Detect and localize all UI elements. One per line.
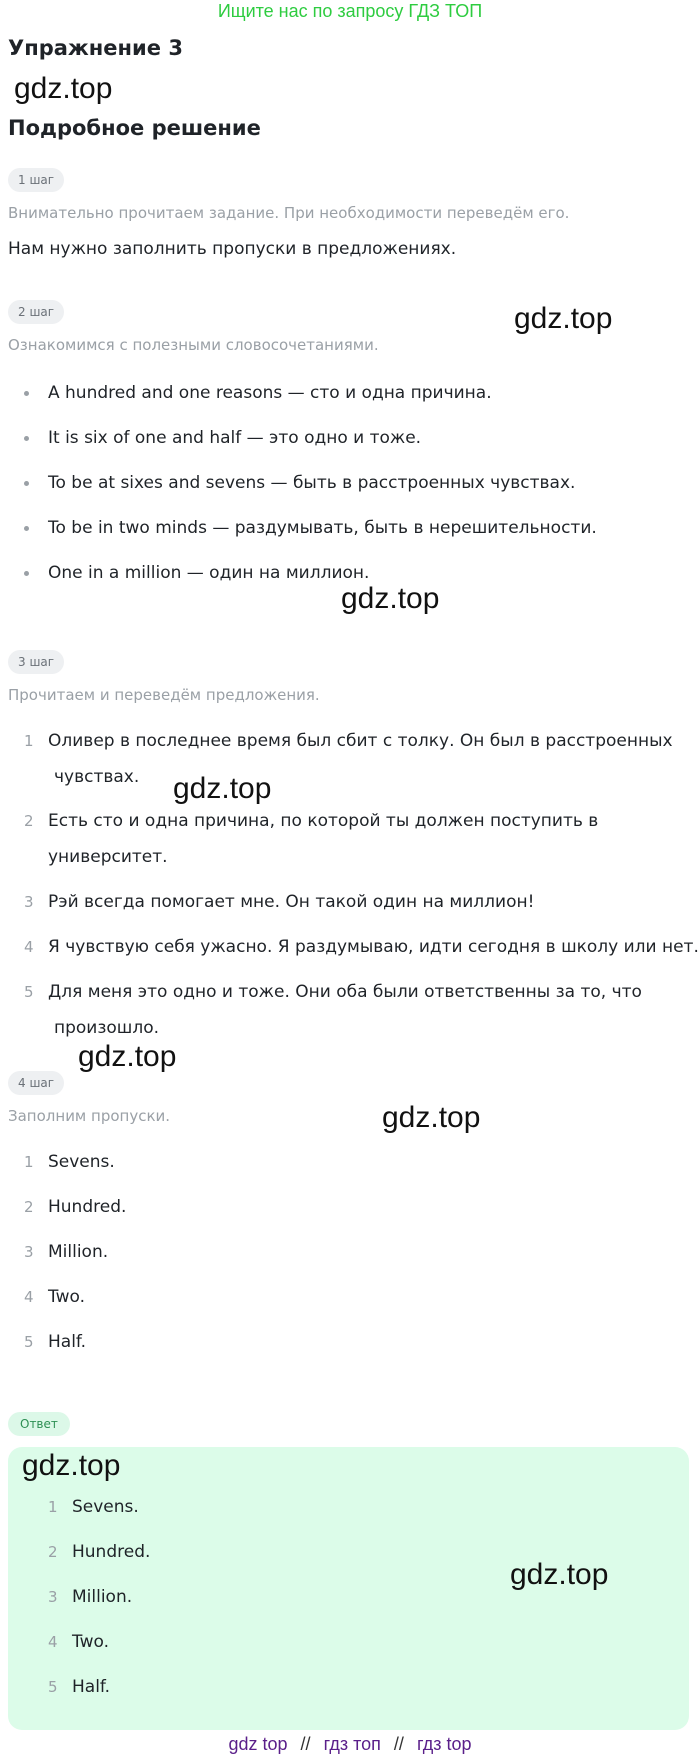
item-number: 1 bbox=[24, 732, 34, 750]
list-item bbox=[24, 723, 700, 795]
list-item bbox=[24, 884, 700, 920]
item-text: Оливер в последнее время был сбит с толку. Он был в расстроенных bbox=[48, 731, 673, 751]
watermark-text: gdz.top bbox=[78, 1040, 177, 1073]
item-text: Есть сто и одна причина, по которой ты должен поступить в университет. bbox=[48, 811, 599, 867]
list-item bbox=[20, 427, 597, 472]
section-title: Подробное решение bbox=[8, 116, 261, 140]
bullet-icon bbox=[24, 481, 29, 486]
watermark-text: gdz.top bbox=[382, 1101, 481, 1134]
search-banner[interactable]: Ищите нас по запросу ГДЗ ТОП bbox=[217, 1, 483, 21]
list-item bbox=[24, 803, 700, 875]
list-item bbox=[24, 929, 700, 965]
phrase-text: A hundred and one reasons — сто и одна причина. bbox=[48, 383, 492, 403]
watermark-text: gdz.top bbox=[514, 302, 613, 335]
item-text-continuation: произошло. bbox=[54, 1018, 160, 1038]
item-number: 2 bbox=[24, 1198, 34, 1216]
step-text-1: Нам нужно заполнить пропуски в предложениях. bbox=[8, 239, 457, 259]
item-number: 1 bbox=[48, 1498, 58, 1516]
list-item bbox=[20, 472, 597, 517]
item-text: Million. bbox=[48, 1242, 109, 1262]
step-hint-4: Заполним пропуски. bbox=[8, 1107, 171, 1125]
item-text: Sevens. bbox=[72, 1497, 139, 1517]
list-item bbox=[24, 1324, 126, 1369]
item-text: Two. bbox=[48, 1287, 85, 1307]
list-item bbox=[48, 1489, 150, 1534]
phrase-text: To be at sixes and sevens — быть в расстроенных чувствах. bbox=[48, 473, 576, 493]
list-item bbox=[48, 1579, 150, 1624]
item-number: 5 bbox=[48, 1678, 58, 1696]
item-text: Рэй всегда помогает мне. Он такой один на миллион! bbox=[48, 892, 535, 912]
phrase-text: To be in two minds — раздумывать, быть в нерешительности. bbox=[48, 518, 597, 538]
list-item bbox=[24, 1144, 126, 1189]
list-item bbox=[24, 1189, 126, 1234]
list-item bbox=[20, 382, 597, 427]
item-number: 4 bbox=[24, 938, 34, 956]
bullet-icon bbox=[24, 391, 29, 396]
item-text: Hundred. bbox=[72, 1542, 151, 1562]
list-item bbox=[24, 1234, 126, 1279]
item-text: Hundred. bbox=[48, 1197, 127, 1217]
item-number: 4 bbox=[48, 1633, 58, 1651]
step-badge-1: 1 шаг bbox=[8, 168, 64, 192]
phrase-text: It is six of one and half — это одно и тоже. bbox=[48, 428, 422, 448]
item-number: 5 bbox=[24, 983, 34, 1001]
answer-list bbox=[48, 1489, 150, 1714]
footer-separator: // bbox=[393, 1734, 404, 1754]
watermark-text: gdz.top bbox=[173, 772, 272, 805]
footer-separator: // bbox=[300, 1734, 311, 1754]
footer-link-gdz-top[interactable]: gdz top bbox=[228, 1734, 288, 1754]
item-text: Two. bbox=[72, 1632, 109, 1652]
watermark-text: gdz.top bbox=[510, 1558, 609, 1591]
phrase-list bbox=[20, 382, 597, 607]
item-number: 3 bbox=[24, 1243, 34, 1261]
item-text: Half. bbox=[48, 1332, 87, 1352]
item-text: Для меня это одно и тоже. Они оба были ответственны за то, что bbox=[48, 982, 642, 1002]
list-item bbox=[48, 1624, 150, 1669]
list-item bbox=[20, 517, 597, 562]
item-number: 2 bbox=[48, 1543, 58, 1561]
list-item bbox=[24, 974, 700, 1046]
watermark-text: gdz.top bbox=[14, 72, 113, 105]
item-number: 3 bbox=[48, 1588, 58, 1606]
list-item bbox=[24, 1279, 126, 1324]
footer-links bbox=[0, 1734, 700, 1755]
bullet-icon bbox=[24, 571, 29, 576]
item-number: 1 bbox=[24, 1153, 34, 1171]
list-item bbox=[48, 1534, 150, 1579]
phrase-text: One in a million — один на миллион. bbox=[48, 563, 370, 583]
watermark-text: gdz.top bbox=[341, 582, 440, 615]
footer-link-gdz-top-ru[interactable]: гдз топ bbox=[323, 1734, 381, 1754]
watermark-text: gdz.top bbox=[22, 1449, 121, 1482]
item-number: 3 bbox=[24, 893, 34, 911]
step-badge-2: 2 шаг bbox=[8, 300, 64, 324]
answer-words-list bbox=[24, 1144, 126, 1369]
step-badge-3: 3 шаг bbox=[8, 650, 64, 674]
item-text: Million. bbox=[72, 1587, 133, 1607]
item-text: Half. bbox=[72, 1677, 111, 1697]
list-item bbox=[48, 1669, 150, 1714]
item-text: Я чувствую себя ужасно. Я раздумываю, идти сегодня в школу или нет. bbox=[48, 937, 699, 957]
item-text: Sevens. bbox=[48, 1152, 115, 1172]
list-item bbox=[20, 562, 597, 607]
item-number: 2 bbox=[24, 812, 34, 830]
step-badge-4: 4 шаг bbox=[8, 1071, 64, 1095]
footer-link-gdz-top-mixed[interactable]: гдз top bbox=[416, 1734, 472, 1754]
exercise-title: Упражнение 3 bbox=[8, 36, 183, 60]
bullet-icon bbox=[24, 526, 29, 531]
answer-badge: Ответ bbox=[8, 1412, 70, 1436]
step-hint-3: Прочитаем и переведём предложения. bbox=[8, 686, 320, 704]
item-text-continuation: чувствах. bbox=[54, 767, 140, 787]
sentence-list bbox=[24, 723, 700, 1046]
step-hint-1: Внимательно прочитаем задание. При необходимости переведём его. bbox=[8, 204, 570, 222]
bullet-icon bbox=[24, 436, 29, 441]
item-number: 5 bbox=[24, 1333, 34, 1351]
item-number: 4 bbox=[24, 1288, 34, 1306]
step-hint-2: Ознакомимся с полезными словосочетаниями. bbox=[8, 336, 379, 354]
